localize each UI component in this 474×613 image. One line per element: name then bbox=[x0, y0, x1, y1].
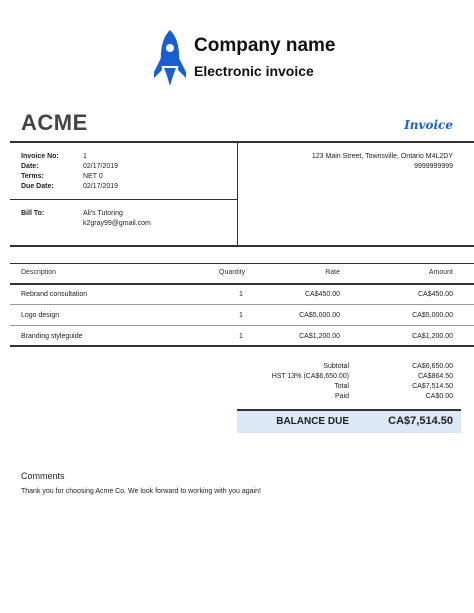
table-bottom-border bbox=[10, 345, 474, 347]
row-3-rate: CA$1,200.00 bbox=[299, 333, 340, 340]
subtotal-value: CA$6,650.00 bbox=[412, 363, 453, 370]
row-2-border bbox=[10, 325, 474, 326]
bill-to-label: Bill To: bbox=[21, 210, 45, 217]
header-quantity: Quantity bbox=[219, 269, 246, 276]
total-label: Total bbox=[334, 383, 349, 390]
comments-title: Comments bbox=[21, 471, 65, 481]
date-value: 02/17/2019 bbox=[83, 163, 119, 170]
row-3-quantity: 1 bbox=[239, 333, 243, 340]
company-address: 123 Main Street, Townsville, Ontario M4L2DY bbox=[311, 153, 453, 160]
row-1-quantity: 1 bbox=[239, 291, 243, 298]
table-header-border bbox=[10, 283, 474, 285]
company-name: Company name bbox=[194, 35, 336, 56]
terms-value: NET 0 bbox=[83, 173, 103, 180]
row-2-rate: CA$5,000.00 bbox=[299, 312, 340, 319]
header-amount: Amount bbox=[428, 269, 453, 276]
document-subtitle: Electronic invoice bbox=[194, 63, 314, 79]
total-value: CA$7,514.50 bbox=[412, 383, 453, 390]
row-3-description: Branding styleguide bbox=[21, 333, 83, 340]
info-top-border bbox=[10, 141, 474, 143]
terms-label: Terms: bbox=[21, 173, 44, 180]
row-1-description: Rebrand consultation bbox=[21, 291, 88, 298]
bill-to-email: k2gray99@gmail.com bbox=[83, 220, 151, 227]
comments-text: Thank you for choosing Acme Co. We look forward to working with you again! bbox=[21, 488, 261, 495]
logo-text: ACME bbox=[21, 110, 88, 135]
row-2-description: Logo design bbox=[21, 312, 60, 319]
row-2-amount: CA$5,000.00 bbox=[412, 312, 453, 319]
invoice-no-label: Invoice No: bbox=[21, 153, 59, 160]
row-1-rate: CA$450.00 bbox=[304, 291, 340, 298]
meta-separator bbox=[10, 199, 237, 200]
balance-due-box bbox=[237, 409, 461, 433]
paid-value: CA$0.00 bbox=[425, 393, 453, 400]
info-divider bbox=[237, 142, 238, 246]
rocket-icon bbox=[152, 28, 188, 88]
due-date-label: Due Date: bbox=[21, 183, 54, 190]
bill-to-name: Ali's Tutoring bbox=[83, 210, 123, 217]
date-label: Date: bbox=[21, 163, 39, 170]
invoice-no-value: 1 bbox=[83, 153, 87, 160]
paid-label: Paid bbox=[334, 393, 349, 400]
due-date-value: 02/17/2019 bbox=[83, 183, 119, 190]
header-rate: Rate bbox=[325, 269, 340, 276]
company-phone: 9999999999 bbox=[414, 163, 453, 170]
invoice-title: Invoice bbox=[404, 118, 453, 132]
tax-value: CA$864.50 bbox=[417, 373, 453, 380]
row-1-border bbox=[10, 304, 474, 305]
row-3-amount: CA$1,200.00 bbox=[412, 333, 453, 340]
row-2-quantity: 1 bbox=[239, 312, 243, 319]
subtotal-label: Subtotal bbox=[323, 363, 349, 370]
row-1-amount: CA$450.00 bbox=[417, 291, 453, 298]
balance-due-value: CA$7,514.50 bbox=[388, 415, 453, 427]
header-description: Description bbox=[21, 269, 57, 276]
tax-label: HST 13% (CA$6,650.00) bbox=[271, 373, 349, 380]
info-bottom-border bbox=[10, 245, 474, 247]
balance-due-label: BALANCE DUE bbox=[276, 416, 349, 427]
table-top-border bbox=[10, 263, 474, 264]
